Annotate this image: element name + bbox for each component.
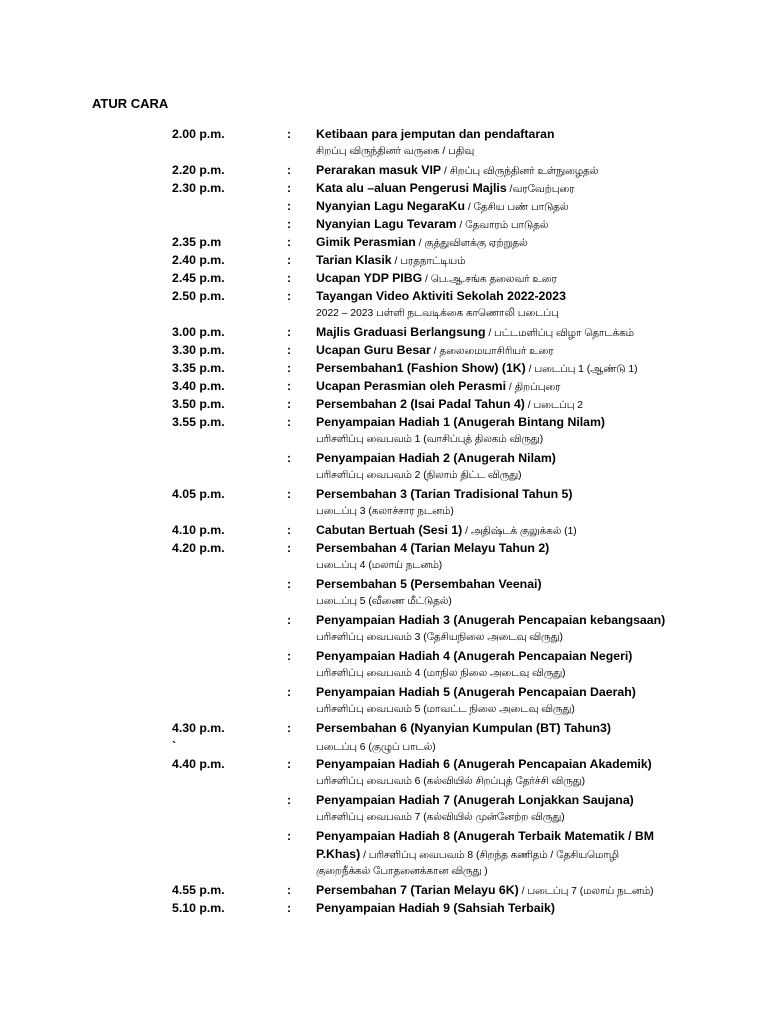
item-title-malay: Penyampaian Hadiah 4 (Anugerah Pencapaian Negeri) [316,649,633,663]
schedule-time: 2.00 p.m. [172,127,225,141]
schedule-item [316,467,736,485]
schedule-separator: : [287,127,292,141]
schedule-time: 4.40 p.m. [172,757,225,771]
schedule-time: ` [172,739,177,753]
item-title-malay: Persembahan 3 (Tarian Tradisional Tahun 5) [316,487,573,501]
schedule-row [0,431,768,449]
item-title-malay: Nyanyian Lagu NegaraKu [316,199,465,213]
schedule-separator: : [287,883,292,897]
schedule-row [0,683,768,701]
item-title-tamil: / படைப்பு 2 [524,400,584,411]
item-title-malay: Penyampaian Hadiah 7 (Anugerah Lonjakkan Saujana) [316,793,634,807]
schedule-row [0,233,768,251]
schedule-separator: : [287,235,292,249]
schedule-row [0,287,768,305]
item-title-tamil: / தேவாரம் பாடுதல் [456,220,549,231]
schedule-separator: : [287,721,292,735]
schedule-time: 2.45 p.m. [172,271,225,285]
item-title-tamil: படைப்பு 6 (குழுப் பாடல்) [316,742,436,753]
item-title-malay: Penyampaian Hadiah 3 (Anugerah Pencapaian kebangsaan) [316,613,666,627]
schedule-separator: : [287,343,292,357]
schedule-item [316,341,736,361]
schedule-separator: : [287,757,292,771]
item-title-malay: Tayangan Video Aktiviti Sekolah 2022-2023 [316,289,566,303]
item-title-tamil: / தேசிய பண் பாடுதல் [464,202,569,213]
schedule-row [0,503,768,521]
schedule-item [316,539,736,559]
schedule-time: 2.20 p.m. [172,163,225,177]
schedule-item [316,665,736,683]
schedule-time: 2.40 p.m. [172,253,225,267]
schedule-item [316,845,736,865]
item-title-malay: Persembahan 2 (Isai Padal Tahun 4) [316,397,525,411]
schedule-separator: : [287,829,292,843]
schedule-row [0,647,768,665]
schedule-row [0,575,768,593]
item-title-malay: Cabutan Bertuah (Sesi 1) [316,523,463,537]
schedule-separator: : [287,487,292,501]
schedule-item [316,503,736,521]
schedule-separator: : [287,523,292,537]
schedule-time: 2.50 p.m. [172,289,225,303]
item-title-malay: Penyampaian Hadiah 8 (Anugerah Terbaik Matematik / BM [316,829,655,843]
item-title-tamil: / படைப்பு 7 (மலாய் நடனம்) [518,886,654,897]
item-title-malay: Persembahan 7 (Tarian Melayu 6K) [316,883,519,897]
schedule-time: 3.55 p.m. [172,415,225,429]
schedule-item [316,377,736,397]
schedule-separator: : [287,199,292,213]
schedule-row [0,377,768,395]
schedule-item [316,701,736,719]
item-title-malay: Majlis Graduasi Berlangsung [316,325,486,339]
item-title-tamil: / படைப்பு 1 (ஆண்டு 1) [525,364,638,375]
schedule-row [0,395,768,413]
schedule-row [0,809,768,827]
item-title-malay: Persembahan 4 (Tarian Melayu Tahun 2) [316,541,550,555]
schedule-row [0,251,768,269]
schedule-row [0,449,768,467]
schedule-item [316,521,736,541]
schedule-separator: : [287,253,292,267]
item-title-tamil: குறைநீக்கல் போதனைக்கான விருது ) [316,866,488,877]
item-title-tamil: 2022 – 2023 பள்ளி நடவடிக்கை காணொலி படைப்பு [316,308,559,319]
schedule-row [0,305,768,323]
schedule-item [316,809,736,827]
schedule-item [316,413,736,433]
schedule-item [316,755,736,775]
schedule-item [316,233,736,253]
schedule-separator: : [287,901,292,915]
schedule-item [316,251,736,271]
schedule-item [316,593,736,611]
item-title-tamil: படைப்பு 3 (கலாச்சார நடனம்) [316,506,454,517]
item-title-tamil: சிறப்பு விருந்தினர் வருகை / பதிவு [316,146,475,157]
schedule-item [316,125,736,145]
item-title-tamil: பரிசளிப்பு வைபவம் 1 (வாசிப்புத் திலகம் விருது) [316,434,544,445]
page-title: ATUR CARA [92,96,169,111]
schedule-item [316,899,736,919]
schedule-item [316,449,736,469]
schedule-row [0,629,768,647]
item-title-malay: P.Khas) [316,847,361,861]
item-title-malay: Ucapan Perasmian oleh Perasmi [316,379,507,393]
schedule-separator: : [287,289,292,303]
item-title-tamil: பரிசளிப்பு வைபவம் 6 (கல்வியில் சிறப்புத் தேர்ச்சி விருது) [316,776,586,787]
schedule-item [316,629,736,647]
schedule-row [0,611,768,629]
schedule-row [0,197,768,215]
item-title-malay: Tarian Klasik [316,253,392,267]
item-title-tamil: பரிசளிப்பு வைபவம் 5 (மாவட்ட நிலை அடைவு விருது) [316,704,575,715]
item-title-malay: Penyampaian Hadiah 2 (Anugerah Nilam) [316,451,556,465]
item-title-tamil: / திறப்புரை [506,382,561,393]
item-title-malay: Nyanyian Lagu Tevaram [316,217,457,231]
item-title-malay: Persembahan 6 (Nyanyian Kumpulan (BT) Tahun3) [316,721,611,735]
schedule-separator: : [287,649,292,663]
schedule-time: 4.20 p.m. [172,541,225,555]
item-title-malay: Persembahan1 (Fashion Show) (1K) [316,361,526,375]
item-title-tamil: / குத்துவிளக்கு ஏற்றுதல் [415,238,528,249]
item-title-tamil: / பட்டமளிப்பு விழா தொடக்கம் [485,328,634,339]
schedule-row [0,791,768,809]
schedule-item [316,647,736,667]
schedule-item [316,143,736,161]
schedule-separator: : [287,793,292,807]
schedule-item [316,827,736,847]
schedule-row [0,413,768,431]
item-title-tamil: /வரவேற்புரை [506,184,575,195]
schedule-item [316,791,736,811]
schedule-item [316,485,736,505]
schedule-time: 4.30 p.m. [172,721,225,735]
item-title-malay: Penyampaian Hadiah 1 (Anugerah Bintang Nilam) [316,415,606,429]
schedule-row [0,269,768,287]
schedule-separator: : [287,217,292,231]
schedule-row [0,557,768,575]
item-title-tamil: / தலைமையாசிரியர் உரை [430,346,554,357]
item-title-malay: Penyampaian Hadiah 6 (Anugerah Pencapaian Akademik) [316,757,652,771]
schedule-item [316,863,736,881]
item-title-malay: Persembahan 5 (Persembahan Veenai) [316,577,542,591]
item-title-malay: Ketibaan para jemputan dan pendaftaran [316,127,555,141]
schedule-item [316,557,736,575]
schedule-separator: : [287,577,292,591]
schedule-item [316,323,736,343]
schedule-row [0,125,768,143]
schedule-time: 3.35 p.m. [172,361,225,375]
schedule-row [0,521,768,539]
schedule-separator: : [287,613,292,627]
schedule-time: 4.05 p.m. [172,487,225,501]
schedule-item [316,287,736,307]
item-title-tamil: / சிறப்பு விருந்தினர் உள்நுழைதல் [441,166,599,177]
schedule-row [0,593,768,611]
schedule-item [316,737,736,757]
item-title-tamil: பரிசளிப்பு வைபவம் 2 (நிலாம் திட்ட விருது) [316,470,522,481]
schedule-item [316,773,736,791]
schedule-row [0,215,768,233]
item-title-malay: Kata alu –aluan Pengerusi Majlis [316,181,507,195]
schedule-row [0,773,768,791]
schedule-item [316,269,736,289]
item-title-tamil: படைப்பு 5 (வீணை மீட்டுதல்) [316,596,452,607]
schedule-row [0,701,768,719]
schedule-row [0,665,768,683]
item-title-tamil: / அதிஷ்டக் குலுக்கல் (1) [462,526,577,537]
schedule-row [0,161,768,179]
schedule-time: 3.50 p.m. [172,397,225,411]
schedule-item [316,881,736,901]
schedule-separator: : [287,361,292,375]
schedule-separator: : [287,325,292,339]
schedule-item [316,179,736,199]
schedule-item [316,611,736,631]
schedule-row [0,755,768,773]
schedule-list [0,125,768,917]
schedule-item [316,395,736,415]
schedule-separator: : [287,163,292,177]
schedule-separator: : [287,397,292,411]
item-title-tamil: / பரிசளிப்பு வைபவம் 8 (சிறந்த கணிதம் / தேசியமொழி [360,850,619,861]
item-title-tamil: / பரதநாட்டியம் [391,256,466,267]
item-title-tamil: பரிசளிப்பு வைபவம் 7 (கல்வியில் முன்னேற்ற விருது) [316,812,565,823]
schedule-row [0,539,768,557]
schedule-row [0,899,768,917]
schedule-item [316,683,736,703]
schedule-time: 3.40 p.m. [172,379,225,393]
schedule-separator: : [287,379,292,393]
schedule-time: 4.55 p.m. [172,883,225,897]
schedule-row [0,485,768,503]
item-title-malay: Penyampaian Hadiah 9 (Sahsiah Terbaik) [316,901,555,915]
schedule-separator: : [287,685,292,699]
schedule-time: 3.00 p.m. [172,325,225,339]
schedule-separator: : [287,451,292,465]
schedule-item [316,431,736,449]
item-title-tamil: படைப்பு 4 (மலாய் நடனம்) [316,560,443,571]
schedule-row [0,341,768,359]
schedule-row [0,827,768,845]
schedule-time: 4.10 p.m. [172,523,225,537]
item-title-tamil: பரிசளிப்பு வைபவம் 4 (மாநில நிலை அடைவு விருது) [316,668,566,679]
schedule-row [0,467,768,485]
item-title-tamil: / பெ.ஆ.சங்க தலைவர் உரை [422,274,557,285]
schedule-separator: : [287,415,292,429]
schedule-item [316,575,736,595]
item-title-malay: Ucapan YDP PIBG [316,271,423,285]
schedule-item [316,359,736,379]
schedule-item [316,215,736,235]
schedule-item [316,197,736,217]
schedule-time: 2.35 p.m [172,235,222,249]
schedule-item [316,719,736,739]
schedule-separator: : [287,181,292,195]
schedule-time: 2.30 p.m. [172,181,225,195]
schedule-row [0,179,768,197]
schedule-row [0,737,768,755]
schedule-time: 5.10 p.m. [172,901,225,915]
item-title-malay: Gimik Perasmian [316,235,416,249]
item-title-tamil: பரிசளிப்பு வைபவம் 3 (தேசியநிலை அடைவு விருது) [316,632,563,643]
item-title-malay: Perarakan masuk VIP [316,163,442,177]
schedule-row [0,359,768,377]
schedule-row [0,845,768,863]
schedule-row [0,143,768,161]
schedule-row [0,719,768,737]
schedule-item [316,305,736,323]
schedule-row [0,323,768,341]
item-title-malay: Ucapan Guru Besar [316,343,431,357]
schedule-row [0,863,768,881]
schedule-time: 3.30 p.m. [172,343,225,357]
schedule-item [316,161,736,181]
schedule-separator: : [287,271,292,285]
item-title-malay: Penyampaian Hadiah 5 (Anugerah Pencapaian Daerah) [316,685,636,699]
schedule-separator: : [287,541,292,555]
schedule-row [0,881,768,899]
